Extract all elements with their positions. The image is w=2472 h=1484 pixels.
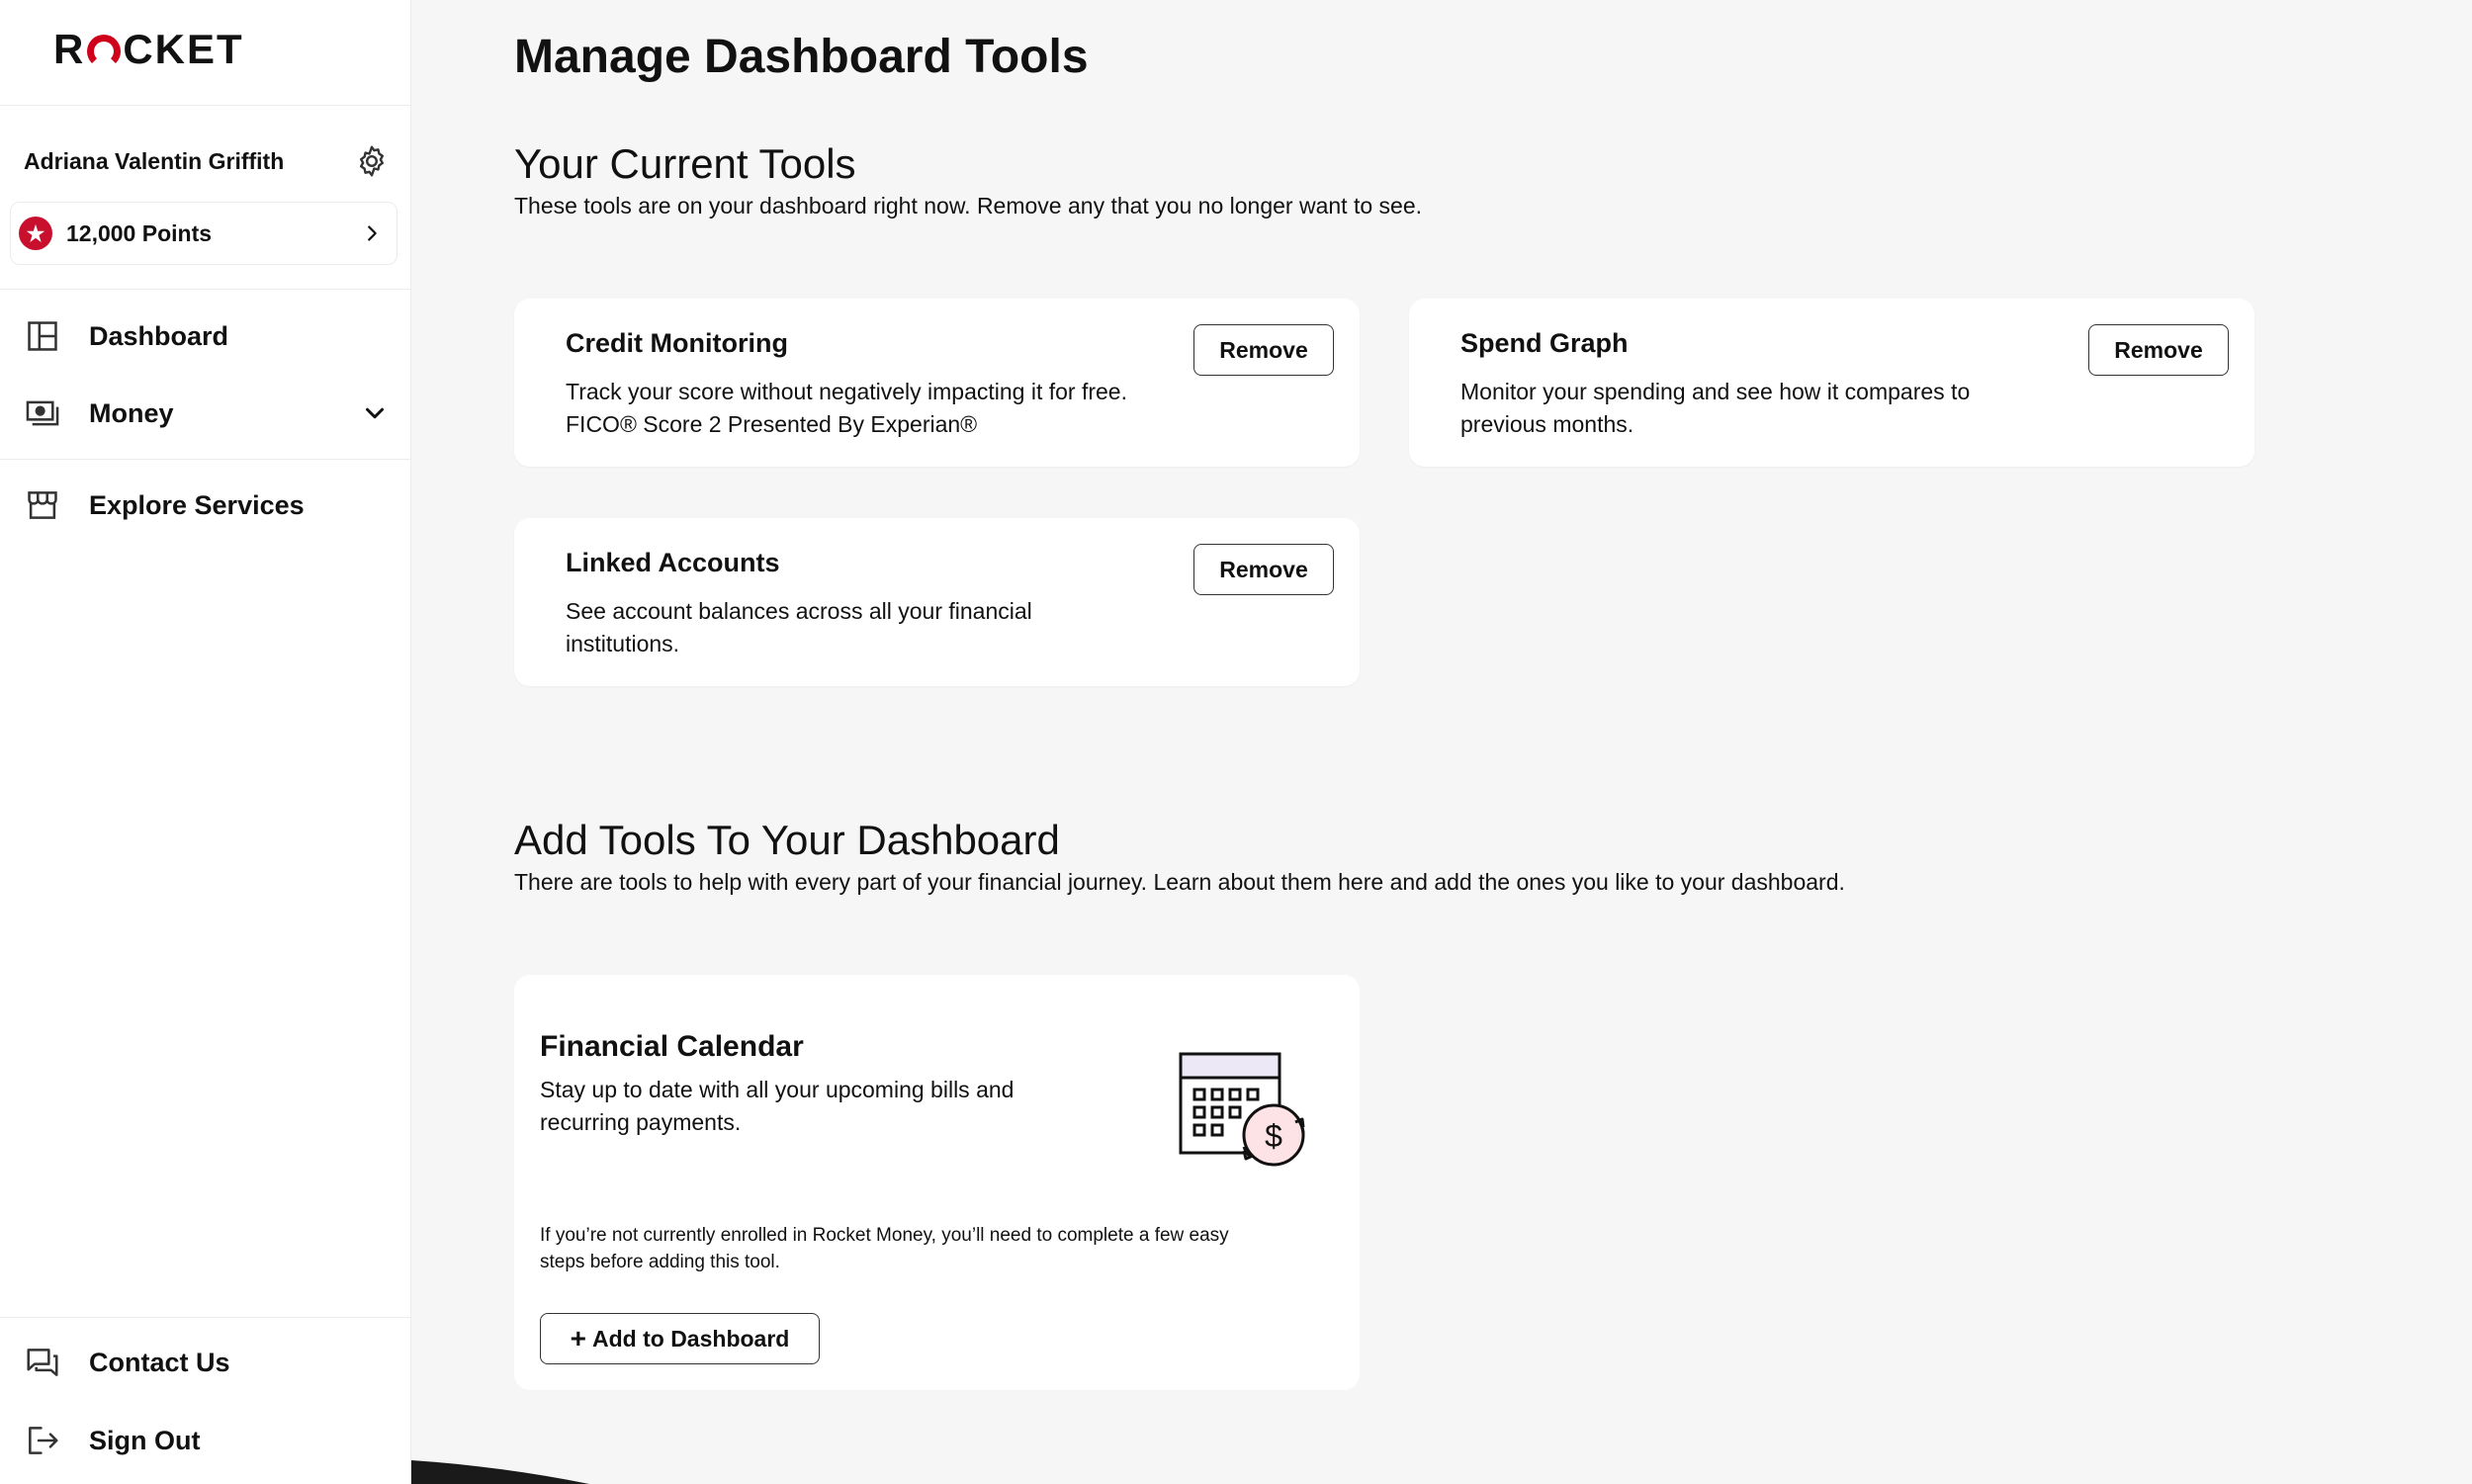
current-tools-description: These tools are on your dashboard right now. Remove any that you no longer want to see. bbox=[514, 193, 1423, 218]
chevron-down-icon[interactable] bbox=[360, 398, 390, 428]
sidebar-divider bbox=[0, 1317, 411, 1318]
enrollment-note bbox=[540, 1222, 1321, 1275]
add-tool-title: Financial Calendar bbox=[540, 1030, 804, 1063]
tool-description-line: Monitor your spending and see how it compares to bbox=[1460, 379, 1971, 404]
nav-explore-services[interactable] bbox=[24, 481, 390, 529]
tool-title: Linked Accounts bbox=[566, 548, 780, 577]
nav-money-label: Money bbox=[89, 397, 174, 428]
page-title: Manage Dashboard Tools bbox=[514, 31, 1089, 83]
nav-dashboard[interactable] bbox=[24, 312, 390, 360]
sign-out-icon bbox=[24, 1422, 61, 1459]
sidebar bbox=[0, 0, 411, 1484]
gear-icon[interactable] bbox=[354, 143, 390, 179]
dashboard-icon bbox=[24, 317, 61, 355]
nav-contact-us[interactable] bbox=[24, 1339, 390, 1386]
nav-contact-label: Contact Us bbox=[89, 1347, 230, 1377]
nav-signout-label: Sign Out bbox=[89, 1425, 201, 1455]
add-tool-description bbox=[540, 1074, 1094, 1139]
chevron-right-icon bbox=[361, 222, 383, 244]
tool-description-line: Track your score without negatively impacting it for free. bbox=[566, 379, 1127, 404]
user-row bbox=[24, 138, 390, 184]
logo-text-left: R bbox=[53, 26, 86, 72]
sidebar-divider bbox=[0, 105, 411, 106]
current-tools-heading: Your Current Tools bbox=[514, 140, 856, 187]
logo-text-right: CKET bbox=[123, 26, 244, 72]
enrollment-note-line: If you’re not currently enrolled in Rocket Money, you’ll need to complete a few easy bbox=[540, 1225, 1229, 1246]
add-tools-heading: Add Tools To Your Dashboard bbox=[514, 817, 1060, 863]
tool-description-line: institutions. bbox=[566, 631, 680, 656]
add-to-dashboard-button[interactable] bbox=[540, 1313, 820, 1364]
nav-explore-label: Explore Services bbox=[89, 489, 305, 520]
tool-description bbox=[566, 376, 1198, 441]
sidebar-divider bbox=[0, 459, 411, 460]
tool-description-line: FICO® Score 2 Presented By Experian® bbox=[566, 411, 978, 437]
nav-dashboard-label: Dashboard bbox=[89, 320, 229, 351]
add-tool-description-line: Stay up to date with all your upcoming bills and bbox=[540, 1077, 1015, 1102]
rewards-points-card[interactable] bbox=[10, 202, 397, 265]
remove-spend-graph-button[interactable]: Remove bbox=[2088, 324, 2229, 376]
add-tool-description-line: recurring payments. bbox=[540, 1109, 742, 1135]
remove-credit-monitoring-button[interactable]: Remove bbox=[1193, 324, 1334, 376]
tool-card-financial-calendar bbox=[514, 975, 1360, 1390]
chat-icon bbox=[24, 1344, 61, 1381]
enrollment-note-line: steps before adding this tool. bbox=[540, 1252, 780, 1272]
rocket-logo[interactable] bbox=[53, 26, 244, 73]
storefront-icon bbox=[24, 486, 61, 524]
nav-money[interactable] bbox=[24, 390, 390, 437]
tool-description-line: See account balances across all your financial bbox=[566, 598, 1032, 624]
tool-title: Spend Graph bbox=[1460, 328, 1629, 358]
add-to-dashboard-label: Add to Dashboard bbox=[592, 1325, 790, 1352]
sidebar-divider bbox=[0, 289, 411, 290]
footer-wedge-decoration bbox=[411, 1454, 609, 1484]
star-badge-icon bbox=[19, 217, 52, 250]
points-label: 12,000 Points bbox=[66, 219, 213, 246]
tool-card-credit-monitoring bbox=[514, 299, 1360, 467]
svg-text:$: $ bbox=[1265, 1118, 1282, 1154]
remove-linked-accounts-button[interactable]: Remove bbox=[1193, 544, 1334, 595]
user-name: Adriana Valentin Griffith bbox=[24, 147, 285, 174]
add-tools-description: There are tools to help with every part of your financial journey. Learn about them here and add the ones you like to your dashboard. bbox=[514, 869, 1845, 895]
money-icon bbox=[24, 394, 61, 432]
tool-card-linked-accounts bbox=[514, 518, 1360, 686]
main-content bbox=[411, 0, 2472, 1484]
plus-icon: + bbox=[570, 1323, 586, 1353]
tool-description bbox=[566, 595, 1198, 660]
nav-sign-out[interactable] bbox=[24, 1417, 390, 1464]
calendar-dollar-icon bbox=[1177, 1050, 1315, 1175]
tool-description-line: previous months. bbox=[1460, 411, 1634, 437]
tool-title: Credit Monitoring bbox=[566, 328, 788, 358]
tool-description bbox=[1460, 376, 2093, 441]
tool-card-spend-graph bbox=[1409, 299, 2254, 467]
logo-o-mark-icon bbox=[87, 35, 121, 68]
